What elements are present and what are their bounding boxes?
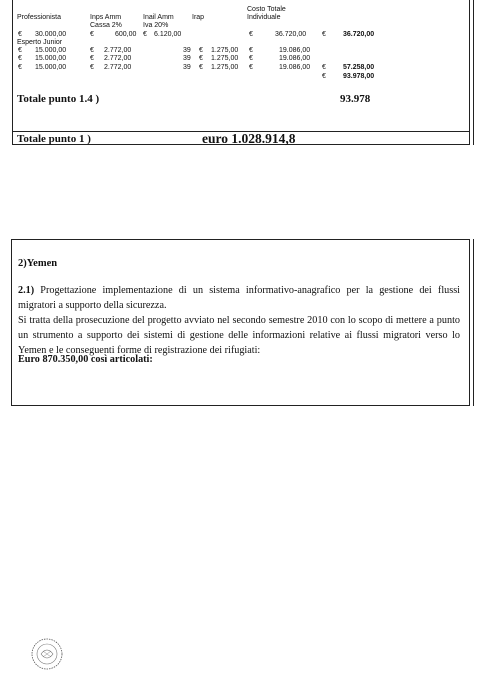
row1-euro3: € xyxy=(143,31,147,38)
project-description xyxy=(18,283,460,358)
box-right-border xyxy=(473,239,474,406)
row2-inps: 2.772,00 xyxy=(104,47,132,54)
row4-irap: 1.275,00 xyxy=(211,64,239,71)
seal-stamp-icon xyxy=(30,637,64,671)
row3-inail: 39 xyxy=(183,55,191,62)
row3-salary: 15.000,00 xyxy=(35,55,67,62)
header-professionista: Professionista xyxy=(17,14,61,21)
row4-euro2: € xyxy=(90,64,94,71)
row4-inail: 39 xyxy=(183,64,191,71)
row2-irap: 1.275,00 xyxy=(211,47,239,54)
row4-salary: 15.000,00 xyxy=(35,64,67,71)
row1-euro2: € xyxy=(90,31,94,38)
section-title: 2)Yemen xyxy=(18,258,58,269)
row3-costo: 19.086,00 xyxy=(279,55,311,62)
header-individuale: Individuale xyxy=(247,14,281,21)
totale-punto-1-value: euro 1.028.914,8 xyxy=(202,131,296,146)
row3-euro2: € xyxy=(90,55,94,62)
row1-euro: € xyxy=(18,31,22,38)
project-number: 2.1) xyxy=(18,285,35,296)
esperto-junior-label: Esperto Junior xyxy=(17,39,63,46)
row3-euro: € xyxy=(18,55,22,62)
row2-salary: 15.000,00 xyxy=(35,47,67,54)
row4-subtotal: 57.258,00 xyxy=(343,64,375,71)
row1-salary: 30.000,00 xyxy=(35,31,67,38)
row3-euro4: € xyxy=(249,55,253,62)
row2-euro2: € xyxy=(90,47,94,54)
row4-inps: 2.772,00 xyxy=(104,64,132,71)
box-right-border xyxy=(473,0,474,145)
row4-euro3: € xyxy=(199,64,203,71)
project-amount: Euro 870.350,00 così articolati: xyxy=(18,354,153,365)
row2-euro3: € xyxy=(199,47,203,54)
header-inail: Inail Amm xyxy=(143,14,174,21)
row4-euro: € xyxy=(18,64,22,71)
totale-punto-1-label: Totale punto 1 ) xyxy=(17,133,91,145)
grand-total-euro: € xyxy=(322,73,326,80)
header-inps-sub: Cassa 2% xyxy=(90,22,122,29)
header-inps: Inps Amm xyxy=(90,14,122,21)
row4-euro5: € xyxy=(322,64,326,71)
row1-subtotal: 36.720,00 xyxy=(343,31,375,38)
row4-costo: 19.086,00 xyxy=(279,64,311,71)
yemen-section-box xyxy=(11,239,470,406)
row1-euro4: € xyxy=(249,31,253,38)
cost-table-box xyxy=(12,0,470,145)
row2-inail: 39 xyxy=(183,47,191,54)
project-details: Si tratta della prosecuzione del progetto avviato nel secondo semestre 2010 con lo scopo di mettere a punto un strumento a supporto dei sistemi di gestione delle informazioni relative ai flussi migratori verso lo Yemen e le conseguenti forme di registrazione dei rifugiati: xyxy=(18,315,460,356)
totale-punto-14-value: 93.978 xyxy=(340,93,371,105)
row3-irap: 1.275,00 xyxy=(211,55,239,62)
row2-euro: € xyxy=(18,47,22,54)
row4-euro4: € xyxy=(249,64,253,71)
header-costo-totale: Costo Totale xyxy=(247,6,286,13)
row1-inps: 600,00 xyxy=(115,31,137,38)
row3-euro3: € xyxy=(199,55,203,62)
row3-inps: 2.772,00 xyxy=(104,55,132,62)
project-title: Progettazione implementazione di un sistema informativo-anagrafico per la gestione dei flussi migratori a supporto della sicurezza. xyxy=(18,285,460,311)
row2-costo: 19.086,00 xyxy=(279,47,311,54)
row1-costo: 36.720,00 xyxy=(275,31,307,38)
row1-euro5: € xyxy=(322,31,326,38)
header-inail-sub: Iva 20% xyxy=(143,22,169,29)
grand-total-value: 93.978,00 xyxy=(343,73,375,80)
row1-iva: 6.120,00 xyxy=(154,31,182,38)
header-irap: Irap xyxy=(192,14,205,21)
row2-euro4: € xyxy=(249,47,253,54)
totale-punto-14-label: Totale punto 1.4 ) xyxy=(17,93,100,105)
